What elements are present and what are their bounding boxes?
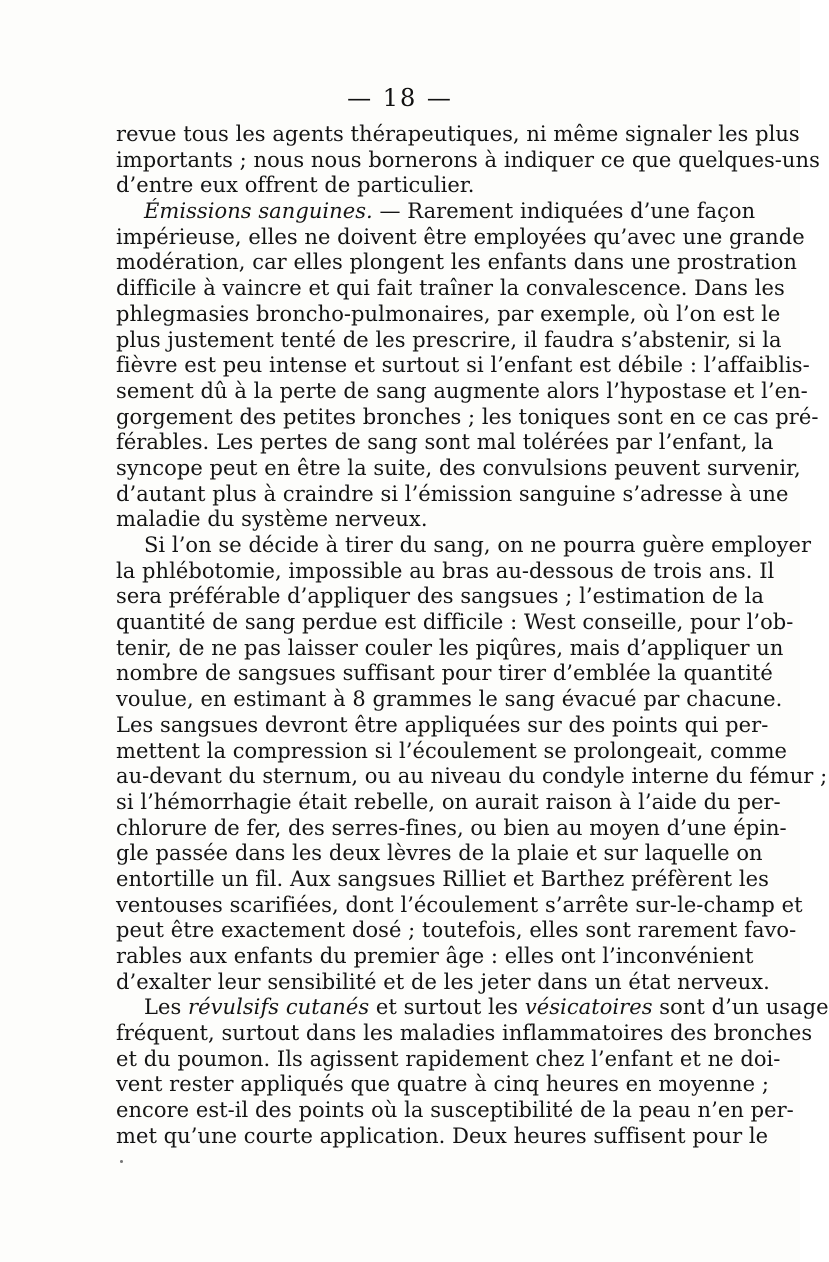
text-line: Les sangsues devront être appliquées sur des points qui per- xyxy=(116,712,769,737)
text-line: fréquent, surtout dans les maladies inflammatoires des bronches xyxy=(116,1021,813,1046)
text-line: voulue, en estimant à 8 grammes le sang évacué par chacune. xyxy=(116,687,783,712)
text-fragment: et surtout les xyxy=(369,995,525,1020)
text-line: plus justement tenté de les prescrire, il faudra s’abstenir, si la xyxy=(116,327,782,352)
text-line: Si l’on se décide à tirer du sang, on ne pourra guère employer xyxy=(144,533,812,557)
text-line: entortille un fil. Aux sangsues Rilliet et Barthez préfèrent les xyxy=(116,866,769,891)
text-line: d’entre eux offrent de particulier. xyxy=(116,173,475,198)
text-line: phlegmasies broncho-pulmonaires, par exemple, où l’on est le xyxy=(116,301,781,326)
text-line: met qu’une courte application. Deux heures suffisent pour le xyxy=(116,1123,769,1148)
text-fragment: sont d’un usage xyxy=(652,995,829,1020)
text-line: fièvre est peu intense et surtout si l’enfant est débile : l’affaiblis- xyxy=(116,353,810,378)
section-heading-line xyxy=(116,199,756,225)
text-line: revue tous les agents thérapeutiques, ni même signaler les plus xyxy=(116,122,800,146)
text-line: mettent la compression si l’écoulement se prolongeait, comme xyxy=(116,738,788,763)
text-line: rables aux enfants du premier âge : elles ont l’inconvénient xyxy=(116,944,754,968)
text-line: modération, car elles plongent les enfants dans une prostration xyxy=(116,250,797,275)
text-fragment: Les xyxy=(144,995,189,1020)
text-line: nombre de sangsues suffisant pour tirer d’emblée la quantité xyxy=(116,661,773,686)
text-line: impérieuse, elles ne doivent être employées qu’avec une grande xyxy=(116,224,805,249)
text-line: chlorure de fer, des serres-fines, ou bien au moyen d’une épin- xyxy=(116,815,787,840)
text-line: peut être exactement dosé ; toutefois, elles sont rarement favo- xyxy=(116,918,797,943)
text-line: vent rester appliqués que quatre à cinq heures en moyenne ; xyxy=(116,1072,769,1097)
emphasis-vesicatoires: vésicatoires xyxy=(524,995,653,1020)
text-line: et du poumon. Ils agissent rapidement chez l’enfant et ne doi- xyxy=(116,1046,781,1071)
text-line: d’autant plus à craindre si l’émission sanguine s’adresse à une xyxy=(116,481,789,506)
emphasis-revulsifs: révulsifs cutanés xyxy=(188,995,370,1020)
text-line: férables. Les pertes de sang sont mal tolérées par l’enfant, la xyxy=(116,430,774,455)
page-number: — 18 — xyxy=(347,84,453,112)
text-fragment: — Rarement indiquées d’une façon xyxy=(372,199,756,224)
text-line: syncope peut en être la suite, des convulsions peuvent survenir, xyxy=(116,455,801,480)
section-heading: Émissions sanguines. xyxy=(144,199,373,224)
text-line: au-devant du sternum, ou au niveau du condyle interne du fémur ; xyxy=(116,764,828,789)
body-text xyxy=(116,122,829,1150)
text-line: sement dû à la perte de sang augmente alors l’hypostase et l’en- xyxy=(116,378,808,403)
text-line: la phlébotomie, impossible au bras au-dessous de trois ans. Il xyxy=(116,558,775,583)
text-line: sera préférable d’appliquer des sangsues ; l’estimation de la xyxy=(116,584,764,609)
text-line: quantité de sang perdue est difficile : West conseille, pour l’ob- xyxy=(116,610,794,635)
text-line-emphasis xyxy=(116,995,829,1021)
text-line: tenir, de ne pas laisser couler les piqûres, mais d’appliquer un xyxy=(116,635,784,660)
text-line: si l’hémorrhagie était rebelle, on aurait raison à l’aide du per- xyxy=(116,789,781,814)
text-line: maladie du système nerveux. xyxy=(116,507,428,532)
text-line: ventouses scarifiées, dont l’écoulement s’arrête sur-le-champ et xyxy=(116,892,803,917)
text-line: difficile à vaincre et qui fait traîner la convalescence. Dans les xyxy=(116,276,785,301)
text-line: gle passée dans les deux lèvres de la plaie et sur laquelle on xyxy=(116,841,763,866)
text-line: gorgement des petites bronches ; les toniques sont en ce cas pré- xyxy=(116,404,819,429)
text-line: importants ; nous nous bornerons à indiquer ce que quelques-uns xyxy=(116,147,820,172)
ink-speck xyxy=(120,1160,123,1163)
text-line: d’exalter leur sensibilité et de les jeter dans un état nerveux. xyxy=(116,969,770,994)
text-line: encore est-il des points où la susceptibilité de la peau n’en per- xyxy=(116,1098,794,1123)
